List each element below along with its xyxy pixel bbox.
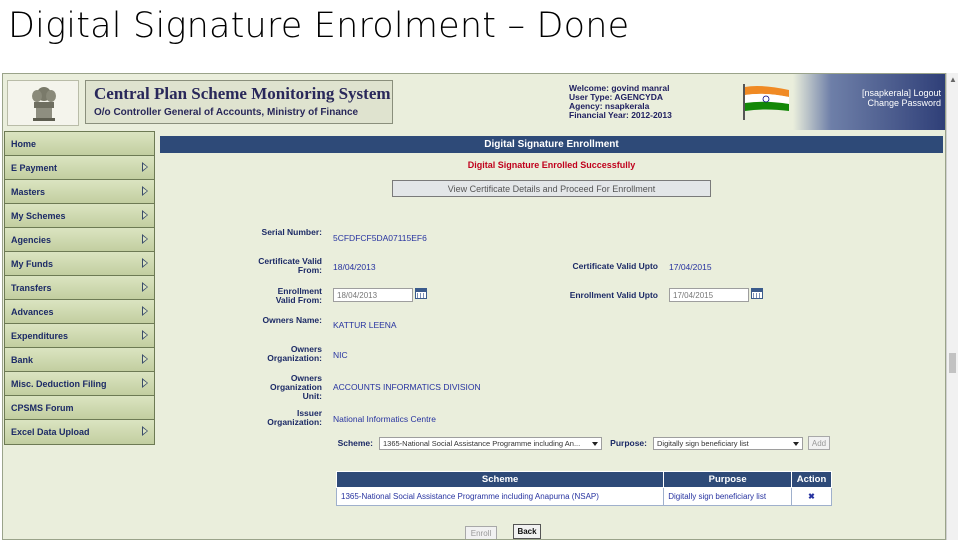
enrollment-table xyxy=(336,471,832,506)
serial-number-value: 5CFDFCF5DA07115EF6 xyxy=(333,233,427,243)
sidebar-item-label: Expenditures xyxy=(11,331,69,341)
owner-name-value: KATTUR LEENA xyxy=(333,320,397,330)
top-links xyxy=(862,88,941,108)
sidebar-item-label: Advances xyxy=(11,307,54,317)
sidebar-item-label: Agencies xyxy=(11,235,52,245)
chevron-right-icon xyxy=(142,234,148,244)
purpose-label: Purpose: xyxy=(610,438,647,448)
issuer-org-label: Issuer Organization: xyxy=(267,408,322,427)
user-agency: Agency: nsapkerala xyxy=(569,101,650,111)
india-flag-icon xyxy=(739,84,791,125)
user-welcome: Welcome: govind manral xyxy=(569,83,670,93)
app-title: Central Plan Scheme Monitoring System xyxy=(94,84,391,103)
owner-org-value: NIC xyxy=(333,350,348,360)
sidebar-item-label: Excel Data Upload xyxy=(11,427,90,437)
owner-unit-value: ACCOUNTS INFORMATICS DIVISION xyxy=(333,382,481,392)
chevron-down-icon xyxy=(793,442,799,446)
sidebar-item-label: Masters xyxy=(11,187,46,197)
enrol-valid-upto-input[interactable]: 17/04/2015 xyxy=(669,288,749,302)
purpose-selected: Digitally sign beneficiary list xyxy=(657,439,749,448)
cert-valid-from-value: 18/04/2013 xyxy=(333,262,376,272)
sidebar-item-my-funds[interactable] xyxy=(5,252,154,276)
cert-valid-upto-label: Certificate Valid Upto xyxy=(572,261,658,271)
sidebar-item-transfers[interactable] xyxy=(5,276,154,300)
chevron-down-icon xyxy=(592,442,598,446)
sidebar-item-excel-data-upload[interactable] xyxy=(5,420,154,444)
scrollbar-thumb[interactable] xyxy=(949,353,956,373)
serial-number-label: Serial Number: xyxy=(261,227,322,237)
add-button[interactable]: Add xyxy=(808,436,830,450)
sidebar-item-home[interactable] xyxy=(5,132,154,156)
table-row xyxy=(337,488,832,506)
page-title: Digital Signature Enrollment xyxy=(160,136,943,153)
enrol-valid-from-input[interactable]: 18/04/2013 xyxy=(333,288,413,302)
chevron-right-icon xyxy=(142,186,148,196)
table-header-action: Action xyxy=(792,472,832,488)
chevron-right-icon xyxy=(142,330,148,340)
chevron-right-icon xyxy=(142,282,148,292)
sidebar-item-masters[interactable] xyxy=(5,180,154,204)
slide-title: Digital Signature Enrolment – Done xyxy=(8,6,630,46)
change-password-link[interactable]: Change Password xyxy=(867,98,941,108)
back-button[interactable]: Back xyxy=(513,524,541,539)
sidebar-item-my-schemes[interactable] xyxy=(5,204,154,228)
enrol-valid-upto-label: Enrollment Valid Upto xyxy=(569,290,658,300)
chevron-right-icon xyxy=(142,258,148,268)
cert-valid-from-label: Certificate Valid From: xyxy=(258,256,322,275)
enrol-valid-from-label: Enrollment Valid From: xyxy=(275,286,322,305)
row-scheme: 1365-National Social Assistance Programme including Anapurna (NSAP) xyxy=(337,488,664,506)
scheme-label: Scheme: xyxy=(337,438,373,448)
sidebar-item-agencies[interactable] xyxy=(5,228,154,252)
chevron-right-icon xyxy=(142,378,148,388)
sidebar-item-bank[interactable] xyxy=(5,348,154,372)
sidebar-item-label: Home xyxy=(11,139,37,149)
owner-name-label: Owners Name: xyxy=(262,315,322,325)
scheme-select[interactable] xyxy=(379,437,602,450)
chevron-right-icon xyxy=(142,354,148,364)
app-title-box xyxy=(85,80,393,124)
sidebar-item-label: My Schemes xyxy=(11,211,66,221)
sidebar-item-label: Bank xyxy=(11,355,34,365)
chevron-right-icon xyxy=(142,306,148,316)
logout-link[interactable]: [nsapkerala] Logout xyxy=(861,88,941,98)
sidebar-item-e-payment[interactable] xyxy=(5,156,154,180)
chevron-right-icon xyxy=(142,426,148,436)
user-type: User Type: AGENCYDA xyxy=(569,92,663,102)
cert-valid-upto-value: 17/04/2015 xyxy=(669,262,712,272)
calendar-icon[interactable] xyxy=(415,288,427,299)
sidebar-item-advances[interactable] xyxy=(5,300,154,324)
view-certificate-button[interactable]: View Certificate Details and Proceed For Enrollment xyxy=(392,180,711,197)
national-emblem-logo xyxy=(7,80,79,126)
sidebar-menu xyxy=(4,131,155,445)
issuer-org-value: National Informatics Centre xyxy=(333,414,436,424)
enroll-button[interactable]: Enroll xyxy=(465,526,497,540)
sidebar-item-label: Misc. Deduction Filing xyxy=(11,379,107,389)
delete-icon[interactable]: ✖ xyxy=(792,488,832,506)
app-header xyxy=(3,74,945,130)
sidebar-item-cpsms-forum[interactable] xyxy=(5,396,154,420)
calendar-icon[interactable] xyxy=(751,288,763,299)
chevron-right-icon xyxy=(142,162,148,172)
sidebar-item-label: My Funds xyxy=(11,259,53,269)
owner-org-label: Owners Organization: xyxy=(267,344,322,363)
chevron-right-icon xyxy=(142,210,148,220)
sidebar-item-label: CPSMS Forum xyxy=(11,403,74,413)
app-subtitle: O/o Controller General of Accounts, Ministry of Finance xyxy=(94,107,359,118)
table-header-scheme: Scheme xyxy=(337,472,664,488)
owner-unit-label: Owners Organization Unit: xyxy=(270,373,322,401)
sidebar-item-misc-deduction-filing[interactable] xyxy=(5,372,154,396)
user-info xyxy=(569,84,672,120)
scheme-selected: 1365-National Social Assistance Programme including An... xyxy=(383,439,581,448)
sidebar-item-expenditures[interactable] xyxy=(5,324,154,348)
table-header-purpose: Purpose xyxy=(664,472,792,488)
scroll-up-icon[interactable]: ▲ xyxy=(949,75,957,84)
user-financial-year: Financial Year: 2012-2013 xyxy=(569,110,672,120)
cpsms-window xyxy=(2,73,946,540)
row-purpose: Digitally sign beneficiary list xyxy=(664,488,792,506)
vertical-scrollbar[interactable] xyxy=(946,73,958,540)
success-message: Digital Signature Enrolled Successfully xyxy=(467,160,636,170)
sidebar-item-label: E Payment xyxy=(11,163,58,173)
sidebar-item-label: Transfers xyxy=(11,283,52,293)
purpose-select[interactable] xyxy=(653,437,803,450)
